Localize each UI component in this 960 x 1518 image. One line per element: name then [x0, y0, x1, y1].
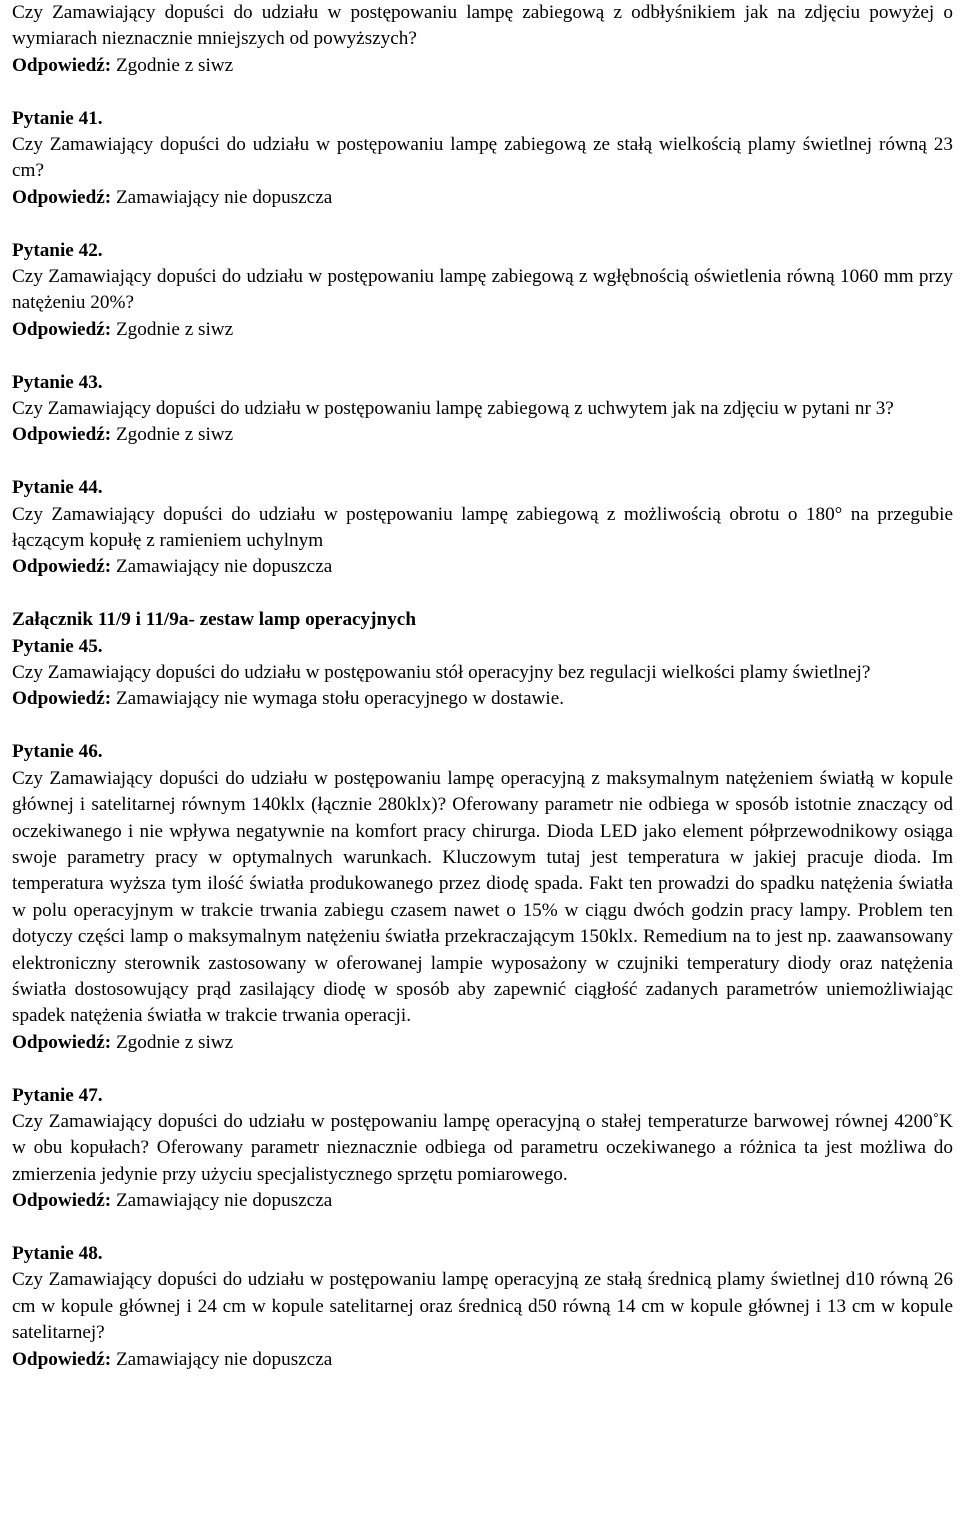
answer-label: Odpowiedź: [12, 318, 112, 340]
question-title: Pytanie 41. [12, 107, 103, 129]
question-title: Pytanie 42. [12, 239, 103, 261]
answer-line [12, 686, 953, 712]
spacer [12, 1215, 953, 1241]
answer-label: Odpowiedź: [12, 424, 112, 446]
question-text: Czy Zamawiający dopuści do udziału w postępowaniu lampę zabiegową z możliwością obrotu o 180° na przegubie łączącym kopułę z ramieniem uchylnym [12, 503, 953, 552]
question-text: Czy Zamawiający dopuści do udziału w postępowaniu lampę zabiegową ze stałą wielkością plamy świetlnej równą 23 cm? [12, 134, 953, 182]
question-text: Czy Zamawiający dopuści do udziału w postępowaniu lampę zabiegową z wgłębnością oświetlenia równą 1060 mm przy natężeniu 20%? [12, 266, 953, 314]
answer-text: Zgodnie z siwz [115, 54, 234, 76]
question-text: Czy Zamawiający dopuści do udziału w postępowaniu lampę operacyjną ze stałą średnicą plamy świetlnej d10 równą 26 cm w kopule głównej i 24 cm w kopule satelitarnej oraz średnicą d50 równą 14 cm w kopule głównej i 13 cm w kopule satelitarnej? [12, 1269, 953, 1344]
spacer [12, 449, 953, 475]
answer-text: Zamawiający nie dopuszcza [115, 186, 333, 208]
answer-text: Zgodnie z siwz [115, 424, 234, 446]
spacer [12, 79, 953, 105]
question-44 [12, 475, 953, 581]
answer-line [12, 1347, 953, 1373]
answer-label: Odpowiedź: [12, 186, 112, 208]
answer-text: Zamawiający nie dopuszcza [115, 1348, 333, 1370]
question-text: Czy Zamawiający dopuści do udziału w postępowaniu lampę operacyjną z maksymalnym natężeniem światłą w kopule głównej i satelitarnej równym 140klx (łącznie 280klx)? Oferowany parametr nie odbiega w sposób istotnie znaczący od oczekiwanego i nie wpływa negatywnie na komfort pracy chirurga. Dioda LED jako element półprzewodnikowy osiąga swoje parametry pracy w optymalnych warunkach. Kluczowym tutaj jest temperatura w jakiej pracuje dioda. Im temperatura wyższa tym ilość światła produkowanego przez diodę spada. Fakt ten prowadzi do spadku natężenia światła w polu operacyjnym w trakcie trwania zabiegu czasem nawet o 15% w ciągu dwóch godzin pracy lampy. Problem ten dotyczy części lamp o maksymalnym natężeniu światła przekraczającym 150klx. Remedium na to jest np. zaawansowany elektroniczny sterownik zastosowany w oferowanej lampie wyposażony w czujniki temperatury diody oraz natężenia światła dostosowujący prąd zasilający diodę w sposób aby zapewnić ciągłość zadanych parametrów uniemożliwiając spadek natężenia światła w trakcie trwania operacji. [12, 767, 953, 1027]
question-46 [12, 739, 953, 1056]
question-title: Pytanie 47. [12, 1084, 103, 1106]
answer-text: Zgodnie z siwz [115, 318, 234, 340]
question-title: Pytanie 44. [12, 477, 103, 499]
question-text: Czy Zamawiający dopuści do udziału w postępowaniu lampę zabiegową z uchwytem jak na zdjęciu w pytani nr 3? [12, 398, 894, 420]
answer-label: Odpowiedź: [12, 688, 112, 710]
spacer [12, 211, 953, 237]
answer-line [12, 317, 953, 343]
intro-block [12, 0, 953, 79]
spacer [12, 1056, 953, 1082]
question-48 [12, 1241, 953, 1373]
answer-label: Odpowiedź: [12, 54, 112, 76]
question-text: Czy Zamawiający dopuści do udziału w postępowaniu stół operacyjny bez regulacji wielkości plamy świetlnej? [12, 662, 871, 684]
question-43 [12, 370, 953, 449]
question-text: Czy Zamawiający dopuści do udziału w postępowaniu lampę zabiegową z odbłyśnikiem jak na zdjęciu powyżej o wymiarach nieznacznie mniejszych od powyższych? [12, 2, 953, 50]
question-47 [12, 1083, 953, 1215]
answer-text: Zamawiający nie dopuszcza [115, 1190, 333, 1212]
spacer [12, 713, 953, 739]
question-42 [12, 238, 953, 344]
attachment-heading: Załącznik 11/9 i 11/9a- zestaw lamp operacyjnych [12, 609, 416, 631]
answer-text: Zamawiający nie wymaga stołu operacyjnego w dostawie. [115, 688, 565, 710]
answer-text: Zamawiający nie dopuszcza [115, 556, 333, 578]
answer-label: Odpowiedź: [12, 1190, 112, 1212]
answer-line [12, 185, 953, 211]
question-title: Pytanie 46. [12, 741, 103, 763]
answer-label: Odpowiedź: [12, 1348, 112, 1370]
spacer [12, 343, 953, 369]
answer-label: Odpowiedź: [12, 556, 112, 578]
spacer [12, 581, 953, 607]
question-45 [12, 634, 953, 713]
answer-line [12, 554, 953, 580]
answer-line [12, 422, 953, 448]
answer-text: Zgodnie z siwz [115, 1031, 234, 1053]
answer-line [12, 1188, 953, 1214]
answer-line [12, 53, 953, 79]
question-title: Pytanie 48. [12, 1242, 103, 1264]
question-41 [12, 106, 953, 212]
question-title: Pytanie 43. [12, 371, 103, 393]
question-text: Czy Zamawiający dopuści do udziału w postępowaniu lampę operacyjną o stałej temperaturze barwowej równej 4200˚K w obu kopułach? Oferowany parametr nieznacznie odbiega od parametru oczekiwanego a różnica ta jest możliwa do zmierzenia jedynie przy użyciu specjalistycznego sprzętu pomiarowego. [12, 1110, 953, 1185]
answer-label: Odpowiedź: [12, 1031, 112, 1053]
question-title: Pytanie 45. [12, 635, 103, 657]
answer-line [12, 1030, 953, 1056]
